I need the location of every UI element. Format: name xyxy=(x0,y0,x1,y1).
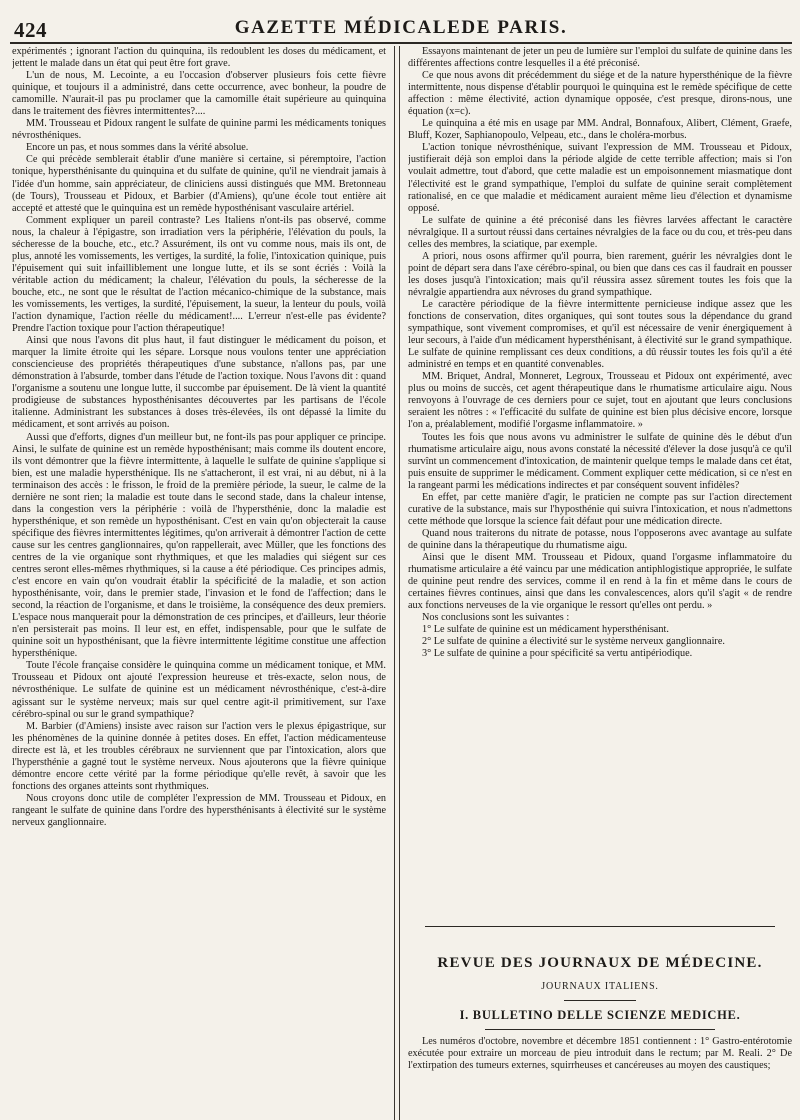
paragraph: Le quinquina a été mis en usage par MM. Andral, Bonnafoux, Alibert, Clément, Graefe, Bluff, Kozer, Saphianopoulo, Velpeau, etc., dans le choléra-morbus. xyxy=(408,118,792,142)
page-title: GAZETTE MÉDICALEDE PARIS. xyxy=(234,17,568,38)
review-heading: REVUE DES JOURNAUX DE MÉDECINE. xyxy=(437,955,763,971)
conclusion-item: 2° Le sulfate de quinine a électivité sur le système nerveux ganglionnaire. xyxy=(422,636,725,648)
paragraph: En effet, par cette manière d'agir, le praticien ne compte pas sur l'action directement curative de la substance, mais sur l'hyposthénie qui suivra l'intoxication, et nous n'admettons cette méthode que lorsque la science fait défaut pour une médication directe. xyxy=(408,491,792,527)
page-header xyxy=(10,0,792,44)
review-subheading: JOURNAUX ITALIENS. xyxy=(541,981,659,993)
right-column xyxy=(408,46,792,1120)
paragraph: Les numéros d'octobre, novembre et décembre 1851 contiennent : 1° Gastro-entérotomie exécutée pour extraire un morceau de pieu introduit dans le rectum; par M. Reali. 2° De l'extirpation des tumeurs externes, squirrheuses et cancéreuses au moyen des caustiques; xyxy=(408,1036,792,1072)
paragraph: Nos conclusions sont les suivantes : xyxy=(422,612,570,624)
paragraph: Quand nous traiterons du nitrate de potasse, nous l'opposerons avec avantage au sulfate de quinine dans la thérapeutique du rhumatisme aigu. xyxy=(408,527,792,551)
paragraph: L'action tonique névrosthénique, suivant l'expression de MM. Trousseau et Pidoux, justifierait déjà son emploi dans la période algide de cette terrible affection; mais si l'on voulait admettre, tout d'abord, que cette maladie est un empoisonnement miasmatique dont l'électivité est le grand sympathique, l'emploi du sulfate de quinine serait complètement rationalisé, en ce que maladie et médicament auraient même lieu d'élection et dynamisme opposé. xyxy=(408,142,792,214)
right-article-text xyxy=(408,46,792,916)
paragraph: Toute l'école française considère le quinquina comme un médicament tonique, et MM. Trousseau et Pidoux ont ajouté l'expression heureuse et très-exacte, selon nous, de névrosthénique. Le sulfate de quinine est un médicament névrosthénique, c'est-à-dire agissant sur le système nerveux; mais sur quel centre agit-il primitivement, sur l'axe cérébro-spinal ou sur le grand sympathique? xyxy=(12,660,386,720)
paragraph: MM. Trousseau et Pidoux rangent le sulfate de quinine parmi les médicaments toniques névrosthéniques. xyxy=(12,118,386,142)
conclusion-item: 3° Le sulfate de quinine a pour spécificité sa vertu antipériodique. xyxy=(422,648,693,660)
paragraph: Ce qui précède semblerait établir d'une manière si certaine, si péremptoire, l'action tonique, hypersthénisante du quinquina et du sulfate de quinine, qu'il ne viendrait jamais à l'idée d'un homme, sain appréciateur, de cliniciens aussi distingués que MM. Bretonneau (de Tours), Trousseau et Pidoux, et Barbier (d'Amiens), qu'une école tout entière ait accepté et attesté que le quinquina est un remède hyposthénisant vasculaire artériel. xyxy=(12,154,386,214)
column-divider xyxy=(394,46,400,1120)
page-number: 424 xyxy=(14,18,47,42)
paragraph: M. Barbier (d'Amiens) insiste avec raison sur l'action vers le plexus épigastrique, sur les phénomènes de la quinine donnée à petites doses. En effet, l'action médicamenteuse directe est là, et les troubles cérébraux ne surviennent que par l'intoxication, alors que l'hypersthénie a gagné tout le système nerveux. Nous ajouterons que la fièvre quinique démontre encore cette vérité par la forme périodique qu'elle revêt, à savoir que les fonctions des organes atteints sont rhythmiques. xyxy=(12,720,386,792)
paragraph: expérimentés ; ignorant l'action du quinquina, ils redoublent les doses du médicament, et jettent le malade dans un état qui peut être fort grave. xyxy=(12,46,386,70)
paragraph: Ainsi que le disent MM. Trousseau et Pidoux, quand l'orgasme inflammatoire du rhumatisme articulaire a été vaincu par une médication antiphlogistique appropriée, le sulfate de quinine peut rendre des services, comme il en rend à la fin et même dans le cours de certaines fièvres continues, ainsi que dans les convalescences, alors qu'il s'agit « de rendre aux fonctions nerveuses de la vie organique le ressort qu'elles ont perdu. » xyxy=(408,551,792,612)
paragraph: MM. Briquet, Andral, Monneret, Legroux, Trousseau et Pidoux ont expérimenté, avec plus ou moins de succès, cet agent thérapeutique dans le rhumatisme articulaire aigu. Nous renvoyons à l'ouvrage de ces derniers pour ce sujet, tout en ajoutant que leurs conclusions seraient les nôtres : « l'efficacité du sulfate de quinine est bien plus décisive encore, lorsque l'on a, préalablement, modifié l'orgasme inflammatoire. » xyxy=(408,371,792,431)
paragraph: Le caractère périodique de la fièvre intermittente pernicieuse indique assez que les fonctions de conservation, dites organiques, qui sont toutes sous la dépendance du grand sympathique, sont vivement compromises, et qu'il est nécessaire de venir énergiquement à leur secours, à l'aide d'un médicament hypersthénisant, à électivité sur le grand sympathique. Le sulfate de quinine remplissant ces deux conditions, a dû réussir toutes les fois qu'il a été administré en temps et en quantité convenables. xyxy=(408,298,792,371)
section-divider xyxy=(425,926,775,927)
subheading-rule xyxy=(564,1000,636,1001)
paragraph: Ainsi que nous l'avons dit plus haut, il faut distinguer le médicament du poison, et marquer la limite étroite qui les sépare. Lorsque nous voulons tenter une appréciation consciencieuse des propriétés thérapeutiques d'une substance, n'allons pas, par une démonstration à l'absurde, tomber dans l'étude de l'action toxique. Nous l'avons dit : quand l'organisme a soutenu une longue lutte, il succombe par épuisement. De là vient la quantité prodigieuse de substances hyposthénisantes découvertes par les partisans de l'école italienne. Administrant les substances à doses très-élevées, ils ont dépassé la limite du médicament, et sont arrivés au poison. xyxy=(12,335,386,431)
left-column xyxy=(12,46,394,1120)
paragraph: Toutes les fois que nous avons vu administrer le sulfate de quinine dès le début d'un rhumatisme articulaire aigu, nous avons constaté la nécessité d'élever la dose jusqu'à ce qu'il survînt un commencement d'intoxication, de maintenir quelque temps le malade dans cet état, puis ensuite de supprimer le médicament. Comment expliquer cette médication, si ce n'est en la rangeant parmi les médications indirectes et par conséquent souvent infidèles? xyxy=(408,431,792,491)
item-rule xyxy=(485,1029,715,1030)
paragraph: Le sulfate de quinine a été préconisé dans les fièvres larvées affectant le caractère névralgique. Il a surtout réussi dans certaines névralgies de la face ou du cou, et très-peu dans celles des membres, la sciatique, par exemple. xyxy=(408,214,792,250)
paragraph: Encore un pas, et nous sommes dans la vérité absolue. xyxy=(26,142,249,154)
paragraph: Comment expliquer un pareil contraste? Les Italiens n'ont-ils pas observé, comme nous, la chaleur à l'épigastre, son irradiation vers la périphérie, l'élévation du pouls, la sécheresse de la bouche, etc., etc.? Assurément, ils ont vu comme nous, mais ils ont, de plus, annoté les vomissements, les vertiges, la surdité, la folie, l'intoxication quinique, puis l'épuisement qui suit infailliblement une longue lutte, et ils se sont écriés : Voilà la véritable action du médicament; la chaleur, l'élévation du pouls, la sécheresse de la bouche, etc., ne sont que le résultat de l'action mécanico-chimique de la substance, mais les vomissements, les vertiges, la surdité, l'épuisement, la sueur, la lenteur du pouls, voilà l'action dynamique, l'action réelle du médicament!.... L'erreur n'est-elle pas évidente? Prendre l'action toxique pour l'action thérapeutique! xyxy=(12,214,386,335)
paragraph: A priori, nous osons affirmer qu'il pourra, bien rarement, guérir les névralgies dont le point de départ sera dans l'axe cérébro-spinal, ou bien que dans ces cas il faudrait en pousser les doses jusqu'à l'intoxication; mais qu'il réussira assez sûrement toutes les fois que la névralgie appartiendra aux névroses du grand sympathique. xyxy=(408,250,792,298)
paragraph: Essayons maintenant de jeter un peu de lumière sur l'emploi du sulfate de quinine dans les différentes affections contre lesquelles il a été préconisé. xyxy=(408,46,792,70)
paragraph: Aussi que d'efforts, dignes d'un meilleur but, ne font-ils pas pour appliquer ce principe. Ainsi, le sulfate de quinine est un remède hyposthénisant; mais comme ils doutent encore, ils vont démontrer que la fièvre intermittente, à laquelle le sulfate de quinine s'applique si bien, est une maladie hypersthénique. Ils ne s'attacheront, il est vrai, ni au début, ni à la terminaison des accès : le frisson, le froid de la première période, la sueur, le calme de la dernière ne sont rien; la maladie est toute dans le second stade, dans la chaleur intense, dans la congestion vers la périphérie : voilà de l'hypersthénie, donc la maladie est hypersthénique, et son remède un hyposthénisant. C'est en vain qu'on objecterait la cause spécifique des fièvres intermittentes légitimes, qu'on arriverait à démontrer l'action de cette cause sur les centres ganglionnaires, qu'on rappellerait, avec Müller, que les fonctions des centres de la vie organique sont rhythmiques, et que les maladies qui siégent sur ces centres seront elles-mêmes rhythmiques, si la cause a été périodique. Ces principes admis, c'est encore en vain qu'on voudrait établir la spécificité de la maladie, et son action hyposthénisante, voir, dans le premier stade, l'invasion et le fond de l'affection; dans le second, la réaction de l'organisme, et dans le troisième, la conséquence des deux premiers. L'espace nous manquerait pour la démonstration de ces principes, et d'ailleurs, leur théorie n'en persisterait pas moins. Il leur est, en effet, indispensable, pour que le sulfate de quinine soit un hyposthénisant, que la fièvre intermittente légitime constitue une affection hypersthénique. xyxy=(12,431,386,660)
conclusion-item: 1° Le sulfate de quinine est un médicament hypersthénisant. xyxy=(422,624,669,636)
paragraph: L'un de nous, M. Lecointe, a eu l'occasion d'observer plusieurs fois cette fièvre quinique, et toujours il a administré, dans cette occurrence, avec bonheur, la poudre de camomille. N'aurait-il pas pu proclamer que la camomille était supérieure au quinquina dans le traitement des fièvres intermittentes?.... xyxy=(12,70,386,118)
review-paragraph xyxy=(408,1036,792,1072)
paragraph: Ce que nous avons dit précédemment du siége et de la nature hypersthénique de la fièvre intermittente, nous dispense d'établir pourquoi le quinquina est le remède spécifique de cette affection : même électivité, action dynamique opposée, c'est presque, dirons-nous, une équation (x=c). xyxy=(408,70,792,118)
two-column-body xyxy=(12,46,792,1120)
review-item-title: I. BULLETINO DELLE SCIENZE MEDICHE. xyxy=(459,1008,741,1023)
paragraph: Nous croyons donc utile de compléter l'expression de MM. Trousseau et Pidoux, en rangeant le sulfate de quinine dans l'ordre des hypersthénisants à électivité sur le système nerveux ganglionnaire. xyxy=(12,792,386,828)
